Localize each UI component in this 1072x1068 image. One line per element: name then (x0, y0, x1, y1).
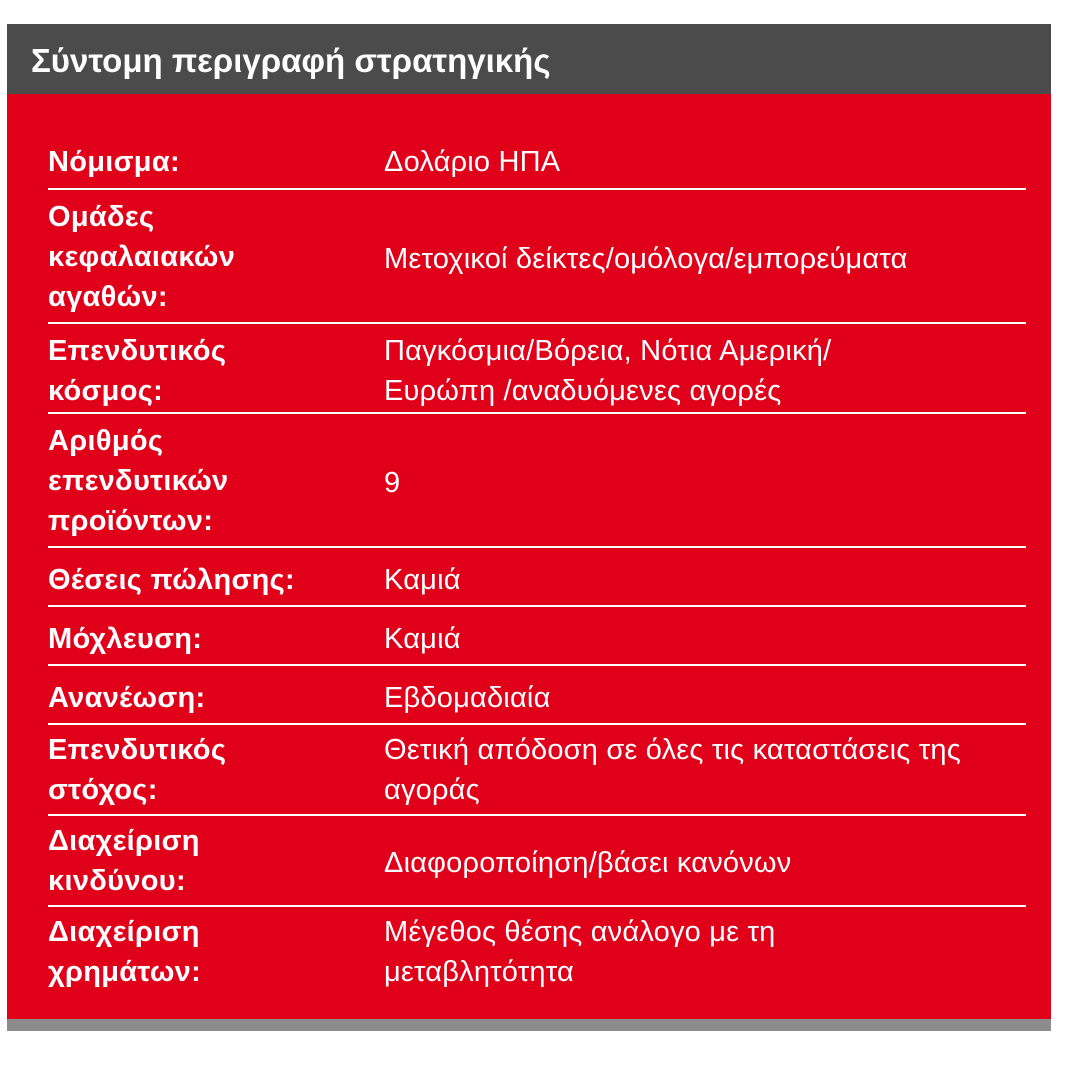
label-money-management: Διαχείριση χρημάτων: (48, 916, 202, 988)
label-leverage: Μόχλευση: (48, 623, 203, 655)
label-rebalancing: Ανανέωση: (48, 682, 206, 714)
row-divider (48, 188, 1026, 190)
value-investment-objective: Θετική απόδοση σε όλες τις καταστάσεις της αγοράς (384, 734, 961, 806)
value-currency: Δολάριο ΗΠΑ (384, 146, 561, 178)
label-risk-management: Διαχείριση κινδύνου: (48, 825, 200, 897)
card-title: Σύντομη περιγραφή στρατηγικής (31, 42, 551, 79)
row-divider (48, 322, 1026, 324)
value-number-of-products: 9 (384, 467, 401, 499)
card-footer-bar (7, 1019, 1051, 1031)
label-investment-universe: Επενδυτικός κόσμος: (48, 335, 227, 407)
row-divider (48, 664, 1026, 666)
label-investment-objective: Επενδυτικός στόχος: (48, 734, 227, 806)
label-asset-classes: Ομάδες κεφαλαιακών αγαθών: (48, 201, 236, 313)
value-rebalancing: Εβδομαδιαία (384, 682, 551, 714)
value-money-management: Μέγεθος θέσης ανάλογο με τη μεταβλητότητα (384, 916, 776, 988)
row-divider (48, 546, 1026, 548)
value-short-positions: Καμιά (384, 564, 461, 596)
label-currency: Νόμισμα: (48, 146, 180, 178)
row-divider (48, 412, 1026, 414)
value-asset-classes: Μετοχικοί δείκτες/ομόλογα/εμπορεύματα (384, 243, 908, 275)
value-leverage: Καμιά (384, 623, 461, 655)
row-divider (48, 723, 1026, 725)
row-divider (48, 814, 1026, 816)
row-divider (48, 905, 1026, 907)
card-header (7, 24, 1051, 94)
value-investment-universe: Παγκόσμια/Βόρεια, Νότια Αμερική/ Ευρώπη /αναδυόμενες αγορές (384, 335, 832, 407)
label-number-of-products: Αριθμός επενδυτικών προϊόντων: (48, 425, 229, 537)
label-short-positions: Θέσεις πώλησης: (48, 564, 295, 596)
value-risk-management: Διαφοροποίηση/βάσει κανόνων (384, 847, 792, 879)
strategy-summary-card (7, 24, 1051, 1031)
row-divider (48, 605, 1026, 607)
